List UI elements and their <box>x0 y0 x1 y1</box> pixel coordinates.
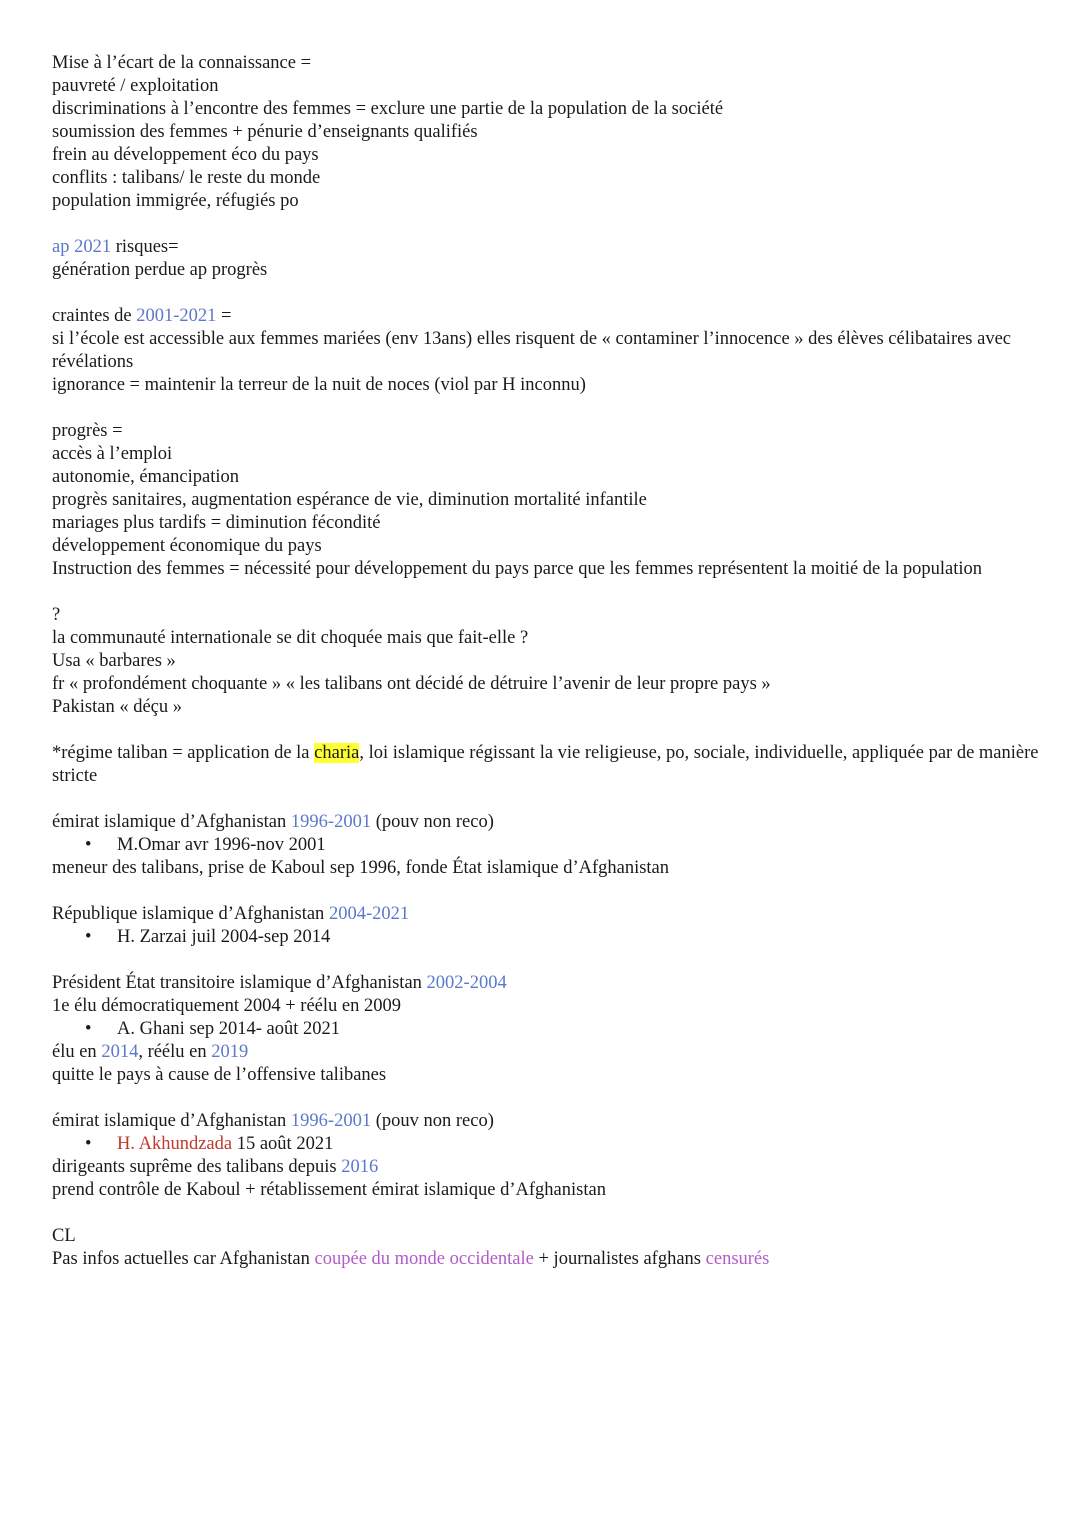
text-span: élu en <box>52 1042 102 1062</box>
bullet-text: 15 août 2021 <box>232 1134 334 1154</box>
text-line <box>52 1110 1042 1133</box>
text-line: autonomie, émancipation <box>52 467 239 487</box>
text-span: craintes de <box>52 306 137 326</box>
text-span: émirat islamique d’Afghanistan <box>52 812 291 832</box>
text-span: émirat islamique d’Afghanistan <box>52 1111 291 1131</box>
bullet-icon: • <box>85 835 92 855</box>
text-line: Mise à l’écart de la connaissance = <box>52 53 312 73</box>
bullet-icon: • <box>85 927 92 947</box>
date-highlight: 1996-2001 <box>290 812 372 832</box>
text-line <box>52 1248 1042 1271</box>
text-line <box>52 742 1042 788</box>
section-international-reactions <box>52 604 1042 719</box>
text-line: population immigrée, réfugiés po <box>52 191 299 211</box>
section-consequences <box>52 52 1042 213</box>
text-line: frein au développement éco du pays <box>52 145 319 165</box>
text-line: progrès = <box>52 421 123 441</box>
date-highlight: 2001-2021 <box>136 306 217 326</box>
bullet-icon: • <box>85 1134 92 1154</box>
section-emirate-akhundzada <box>52 1110 1042 1202</box>
section-risks <box>52 236 1042 282</box>
text-span: Président État transitoire islamique d’Afghanistan <box>52 973 427 993</box>
text-line: mariages plus tardifs = diminution fécondité <box>52 513 381 533</box>
text-line <box>52 1156 1042 1179</box>
section-transitional-state <box>52 972 1042 1087</box>
bullet-item <box>52 1133 1042 1156</box>
emphasis-text: censurés <box>705 1249 770 1269</box>
section-republic <box>52 903 1042 949</box>
text-line <box>52 305 1042 328</box>
text-line: Instruction des femmes = nécessité pour développement du pays parce que les femmes représentent la moitié de la population <box>52 559 982 579</box>
text-line <box>52 236 1042 259</box>
highlighted-term: charia <box>314 743 360 763</box>
text-line: développement économique du pays <box>52 536 322 556</box>
bullet-item <box>52 1018 1042 1041</box>
date-highlight: 1996-2001 <box>290 1111 372 1131</box>
text-span: République islamique d’Afghanistan <box>52 904 329 924</box>
bullet-text: M.Omar avr 1996-nov 2001 <box>117 835 326 855</box>
text-line: 1e élu démocratiquement 2004 + réélu en 2009 <box>52 996 401 1016</box>
text-line: ? <box>52 605 61 625</box>
text-line: prend contrôle de Kaboul + rétablissement émirat islamique d’Afghanistan <box>52 1180 606 1200</box>
text-span: dirigeants suprême des talibans depuis <box>52 1157 342 1177</box>
text-span: = <box>216 306 232 326</box>
bullet-icon: • <box>85 1019 92 1039</box>
emphasis-text: coupée du monde occidentale <box>314 1249 534 1269</box>
text-line: Pakistan « déçu » <box>52 697 182 717</box>
text-span: (pouv non reco) <box>371 1111 494 1131</box>
text-span: + journalistes afghans <box>533 1249 706 1269</box>
text-line: CL <box>52 1226 76 1246</box>
text-line: génération perdue ap progrès <box>52 260 268 280</box>
text-line: la communauté internationale se dit choquée mais que fait-elle ? <box>52 628 529 648</box>
section-progress <box>52 420 1042 581</box>
text-span: , réélu en <box>138 1042 212 1062</box>
text-line: discriminations à l’encontre des femmes = exclure une partie de la population de la société <box>52 99 724 119</box>
bullet-text: H. Zarzai juil 2004-sep 2014 <box>117 927 331 947</box>
text-line: conflits : talibans/ le reste du monde <box>52 168 321 188</box>
section-emirate-omar <box>52 811 1042 880</box>
document-body <box>52 52 1042 1294</box>
section-conclusion <box>52 1225 1042 1271</box>
date-highlight: 2004-2021 <box>328 904 410 924</box>
text-span: risques= <box>111 237 179 257</box>
text-line: si l’école est accessible aux femmes mariées (env 13ans) elles risquent de « contaminer l’innocence » des élèves célibataires avec révélations <box>52 329 1016 372</box>
bullet-item <box>52 834 1042 857</box>
text-line: accès à l’emploi <box>52 444 173 464</box>
text-span: , loi islamique régissant la vie religieuse, po, sociale, individuelle, appliquée par de manière stricte <box>52 743 1044 786</box>
text-line <box>52 903 1042 926</box>
date-highlight: 2016 <box>341 1157 379 1177</box>
section-taliban-regime <box>52 742 1042 788</box>
leader-name: H. Akhundzada <box>117 1134 233 1154</box>
text-line: fr « profondément choquante » « les talibans ont décidé de détruire l’avenir de leur propre pays » <box>52 674 771 694</box>
date-highlight: 2002-2004 <box>426 973 507 993</box>
section-fears <box>52 305 1042 397</box>
text-line: Usa « barbares » <box>52 651 176 671</box>
text-line: meneur des talibans, prise de Kaboul sep 1996, fonde État islamique d’Afghanistan <box>52 858 670 878</box>
text-span: Pas infos actuelles car Afghanistan <box>52 1249 315 1269</box>
text-line: progrès sanitaires, augmentation espérance de vie, diminution mortalité infantile <box>52 490 647 510</box>
bullet-item <box>52 926 1042 949</box>
text-line: soumission des femmes + pénurie d’enseignants qualifiés <box>52 122 478 142</box>
text-span: *régime taliban = application de la <box>52 743 315 763</box>
text-line: quitte le pays à cause de l’offensive talibanes <box>52 1065 387 1085</box>
text-span: (pouv non reco) <box>371 812 494 832</box>
text-line: ignorance = maintenir la terreur de la nuit de noces (viol par H inconnu) <box>52 375 586 395</box>
date-highlight: 2019 <box>211 1042 249 1062</box>
text-line <box>52 811 1042 834</box>
date-highlight: ap 2021 <box>52 237 112 257</box>
date-highlight: 2014 <box>101 1042 139 1062</box>
bullet-text: A. Ghani sep 2014- août 2021 <box>117 1019 340 1039</box>
text-line <box>52 972 1042 995</box>
text-line: pauvreté / exploitation <box>52 76 219 96</box>
text-line <box>52 1041 1042 1064</box>
